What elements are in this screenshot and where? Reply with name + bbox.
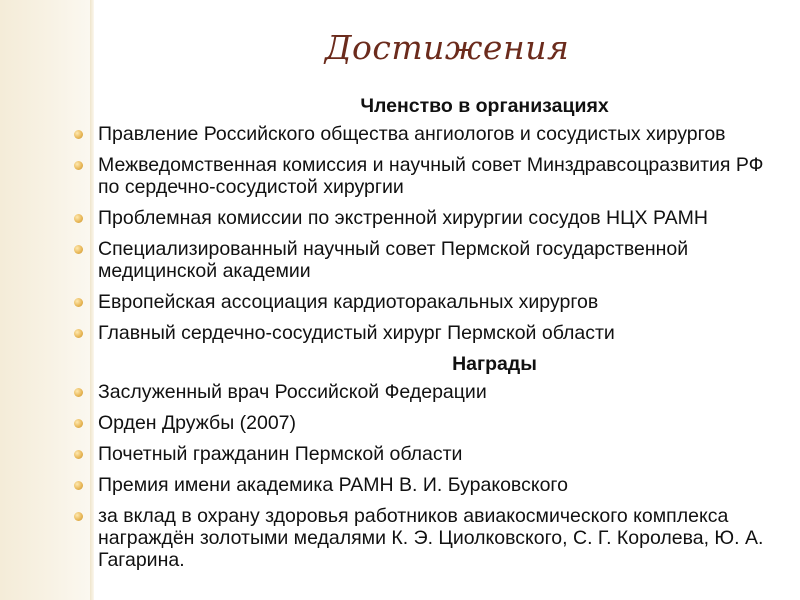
bullet-icon bbox=[74, 329, 83, 338]
bullet-icon bbox=[74, 161, 83, 170]
bullet-icon bbox=[74, 512, 83, 521]
section-heading-membership: Членство в организациях bbox=[360, 95, 609, 117]
list-item bbox=[72, 412, 777, 434]
section-heading-awards: Награды bbox=[452, 353, 537, 375]
list-item bbox=[72, 443, 777, 465]
list-item bbox=[72, 291, 777, 313]
bullet-icon bbox=[74, 450, 83, 459]
list-item-text: Европейская ассоциация кардиоторакальных хирургов bbox=[98, 291, 599, 313]
list-item-text: Проблемная комиссии по экстренной хирургии сосудов НЦХ РАМН bbox=[98, 207, 708, 229]
list-item bbox=[72, 154, 777, 198]
bullet-icon bbox=[74, 419, 83, 428]
list-item-text: Правление Российского общества ангиологов и сосудистых хирургов bbox=[98, 123, 726, 145]
list-item-text: Орден Дружбы (2007) bbox=[98, 412, 297, 434]
list-item-text: Премия имени академика РАМН В. И. Бураковского bbox=[98, 474, 568, 496]
list-item bbox=[72, 505, 777, 571]
awards-list bbox=[72, 381, 777, 571]
list-item-text: Почетный гражданин Пермской области bbox=[98, 443, 463, 465]
slide-title: Достижения bbox=[324, 28, 570, 67]
bullet-icon bbox=[74, 245, 83, 254]
membership-list bbox=[72, 123, 777, 344]
list-item-text: Специализированный научный совет Пермской государственной медицинской академии bbox=[98, 238, 689, 282]
bullet-icon bbox=[74, 388, 83, 397]
list-item-text: за вклад в охрану здоровья работников авиакосмического комплекса награждён золотыми медалями К. Э. Циолковского, С. Г. Королева, Ю. А. Гагарина. bbox=[98, 505, 764, 571]
bullet-icon bbox=[74, 298, 83, 307]
list-item bbox=[72, 322, 777, 344]
slide-content bbox=[72, 95, 777, 580]
list-item bbox=[72, 381, 777, 403]
bullet-icon bbox=[74, 214, 83, 223]
bullet-icon bbox=[74, 130, 83, 139]
list-item bbox=[72, 123, 777, 145]
list-item-text: Межведомственная комиссия и научный совет Минздравсоцразвития РФ по сердечно-сосудистой хирургии bbox=[98, 154, 764, 198]
list-item bbox=[72, 238, 777, 282]
list-item bbox=[72, 207, 777, 229]
list-item bbox=[72, 474, 777, 496]
list-item-text: Заслуженный врач Российской Федерации bbox=[98, 381, 487, 403]
list-item-text: Главный сердечно-сосудистый хирург Пермской области bbox=[98, 322, 615, 344]
bullet-icon bbox=[74, 481, 83, 490]
